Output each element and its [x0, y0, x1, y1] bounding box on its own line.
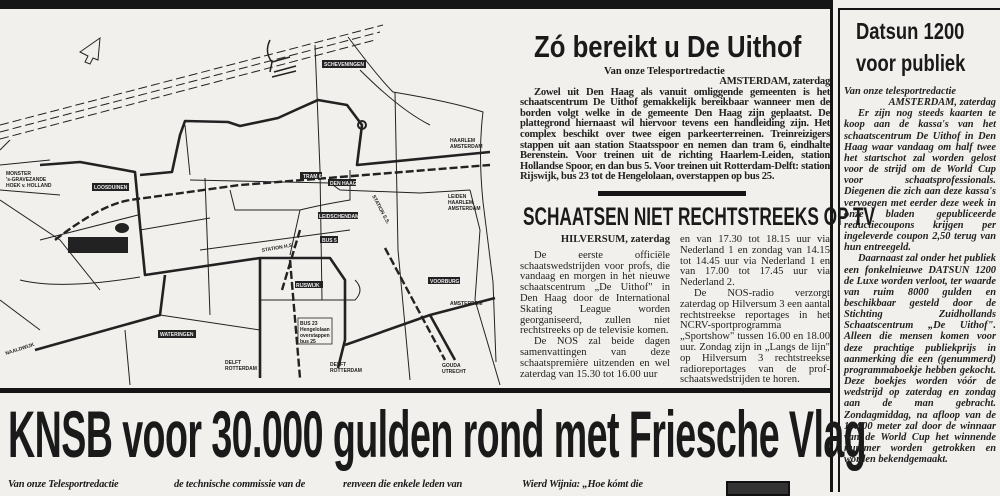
sidebar-border-top — [838, 8, 1000, 10]
map-label: HAARLEM — [450, 138, 475, 144]
district-labels — [92, 60, 460, 338]
article1-byline: Van onze Telesportredactie — [604, 66, 725, 77]
map-label: ROTTERDAM — [330, 368, 362, 374]
map-shape — [20, 277, 140, 284]
map-label: Hengelolaan — [300, 327, 330, 333]
article2-col2 — [680, 235, 830, 386]
north-arrow-icon — [80, 38, 100, 64]
map-shape — [185, 125, 190, 175]
map-shape — [0, 190, 60, 195]
map-label: LOOSDUINEN — [94, 185, 128, 191]
map-shape — [230, 190, 300, 210]
article3-headline: KNSB voor 30.000 gulden rond met Friesche Vlag — [8, 397, 867, 471]
sidebar-dateline: AMSTERDAM, zaterdag — [888, 97, 996, 109]
article2-paragraph: en van 17.30 tot 18.15 uur via Nederland 1 en zondag van 14.15 tot 14.45 uur via Nederland 1 en van 17.00 tot 17.45 uur via Nederland 2. — [680, 234, 830, 289]
map-label: LEIDSCHENDAM — [319, 214, 360, 220]
map-shape — [160, 315, 260, 330]
map-label: NAALDWIJK — [4, 341, 36, 357]
map-shape — [385, 248, 445, 360]
map-label: BUS 23 — [300, 321, 318, 327]
map-shape — [35, 275, 165, 350]
map-label: DELFT — [225, 360, 242, 366]
section-rule — [0, 388, 832, 393]
article1-body — [520, 77, 830, 183]
sidebar-article — [844, 12, 996, 465]
map-shape — [140, 218, 210, 230]
map-shape — [290, 260, 300, 378]
article3-col2-text: de technische commissie van de — [174, 479, 306, 490]
railways — [55, 165, 490, 378]
map-label: MONSTER — [6, 171, 31, 177]
article2-paragraph: De eerste officiële schaatswedstrijden voor profs, die vandaag en morgen in het nieuwe schaatscentrum „De Uithof" in Den Haag door de International Skating League worden georganiseerd, zullen niet rechtstreeks op de televisie komen. — [520, 249, 670, 337]
sidebar-byline: Van onze telesportredactie — [844, 86, 956, 97]
route-map — [0, 10, 520, 388]
article3-byline: Van onze Telesportredactie — [8, 479, 119, 490]
map-shape — [0, 37, 500, 385]
map-label: ROTTERDAM — [225, 366, 257, 372]
map-label: AMSTERDAM — [450, 144, 483, 150]
map-label: STATION H.S. — [261, 242, 295, 254]
map-label: overstappen — [300, 333, 330, 339]
map-label: HOEK v. HOLLAND — [6, 183, 52, 189]
map-shape — [0, 300, 40, 330]
map-label: VOORBURG — [430, 279, 460, 285]
article1-dateline: AMSTERDAM, zaterdag — [719, 76, 830, 87]
map-label: RIJSWIJK — [296, 283, 320, 289]
map-label: WATERINGEN — [160, 332, 194, 338]
sidebar-paragraph: Daarnaast zal onder het publiek een fonkelnieuwe DATSUN 1200 de Luxe worden verloot, ter waarde van ruim 8000 gulden en beschikbaar gesteld door de Stichting Zuidhollands Schaatscentrum „De Uithof". Alleen die mensen komen voor deze prachtige publiekprijs in aanmerking die een (genummerd) programmaboekje hebben gekocht. Deze boekjes worden vóór de wedstrijd op zaterdag en zondag aan de man gebracht. Zondagmiddag, na afloop van de 10.000 meter zal door de winnaar van de World Cup het winnende nummer worden getrokken en worden bekendgemaakt. — [844, 253, 996, 466]
pier-icon — [267, 40, 296, 77]
sidebar-headline-1: Datsun 1200 — [856, 18, 965, 44]
map-shape — [348, 37, 496, 362]
map-shape — [0, 32, 380, 132]
uithof-building — [68, 237, 128, 253]
sidebar-paragraph: Er zijn nog steeds kaarten te koop aan de kassa's van het schaatscentrum De Uithof in Den Haag waar vandaag om half twee het startschot zal worden gelost voor de strijd om de World Cup voor schaatsprofessionals. Diegenen die zich aan deze kassa's vervoegen met eerder deze week in onze bladen gepubliceerde reductiecoupons krijgen per ingeleverde coupon 2,50 terug van hun entreegeld. — [844, 108, 996, 254]
article1-paragraph: Zowel uit Den Haag als vanuit omliggende gemeenten is het schaatscentrum De Uithof gemakkelijk bereikbaar wanneer men de borden volgt welke in de gemeente Den Haag zijn geplaatst. De plattegrond hiernaast wil hiervoor tevens een handleiding zijn. Het complex beschikt over twee eigen parkeerterreinen. Treinreizigers stappen uit aan station Staatsspoor en nemen dan tram 6, eindhalte Berenstein. Voor treinen uit de richting Haarlem-Leiden, station Hollandse Spoor, en dan bus 5. Voor treinen uit Rotterdam-Delft: station Rijswijk, bus 23 tot de Hengelolaan, overstappen op bus 25. — [520, 86, 830, 183]
map-shape — [115, 223, 129, 233]
map-label: BUS 5 — [322, 238, 337, 244]
map-label: TRAM 6 — [303, 174, 322, 180]
map-label: HAARLEM — [448, 200, 473, 206]
map-label: STATION S.S. — [370, 194, 391, 226]
map-label: GOUDA — [442, 363, 461, 369]
article-divider — [598, 191, 746, 196]
article3-photo — [726, 481, 790, 496]
top-rule — [0, 0, 832, 9]
article2-paragraph: De NOS zal beide dagen samenvattingen van deze schaatspremière uitzenden en wel zaterdag van 15.30 tot 16.00 uur — [520, 336, 670, 380]
map-shape — [0, 25, 383, 125]
map-label: 's-GRAVEZANDE — [6, 177, 47, 183]
map-shape — [125, 330, 130, 385]
map-label: bus 25 — [300, 339, 316, 345]
map-label: SCHEVENINGEN — [324, 62, 365, 68]
article1-headline: Zó bereikt u De Uithof — [534, 29, 802, 64]
map-shape — [395, 92, 410, 380]
map-shape — [0, 25, 500, 385]
map-label: AMSTERDAM — [448, 206, 481, 212]
map-label: AMSTERDAM — [450, 301, 483, 307]
map-label: DELFT — [330, 362, 347, 368]
article2-col1 — [520, 235, 670, 380]
map-shape — [0, 140, 10, 150]
sidebar-headline-2: voor publiek — [856, 50, 966, 76]
map-label: UTRECHT — [442, 369, 466, 375]
article3-col4-text: Wierd Wijnia: „Hoe kómt die — [522, 479, 643, 490]
map-label: DEN HAAG — [330, 181, 357, 187]
article2-dateline: HILVERSUM, zaterdag — [560, 234, 670, 245]
article2-headline: SCHAATSEN NIET RECHTSTREEKS OP TV — [523, 203, 876, 231]
map-label: LEIDEN — [448, 194, 467, 200]
article3-col3-text: renveen die enkele leden van — [343, 479, 463, 490]
map-shape — [0, 40, 375, 139]
map-shape — [140, 100, 490, 175]
map-shape — [205, 178, 210, 315]
article2-paragraph: De NOS-radio verzorgt zaterdag op Hilversum 3 een aantal rechtstreekse reportages in het NCRV-sportprogramma „Sportshow" tussen 16.00 en 18.00 uur. Zondag zijn in „Langs de lijn" op Hilversum 3 rechtstreekse radioreportages van de prof-schaatswedstrijden te horen. — [680, 287, 830, 386]
